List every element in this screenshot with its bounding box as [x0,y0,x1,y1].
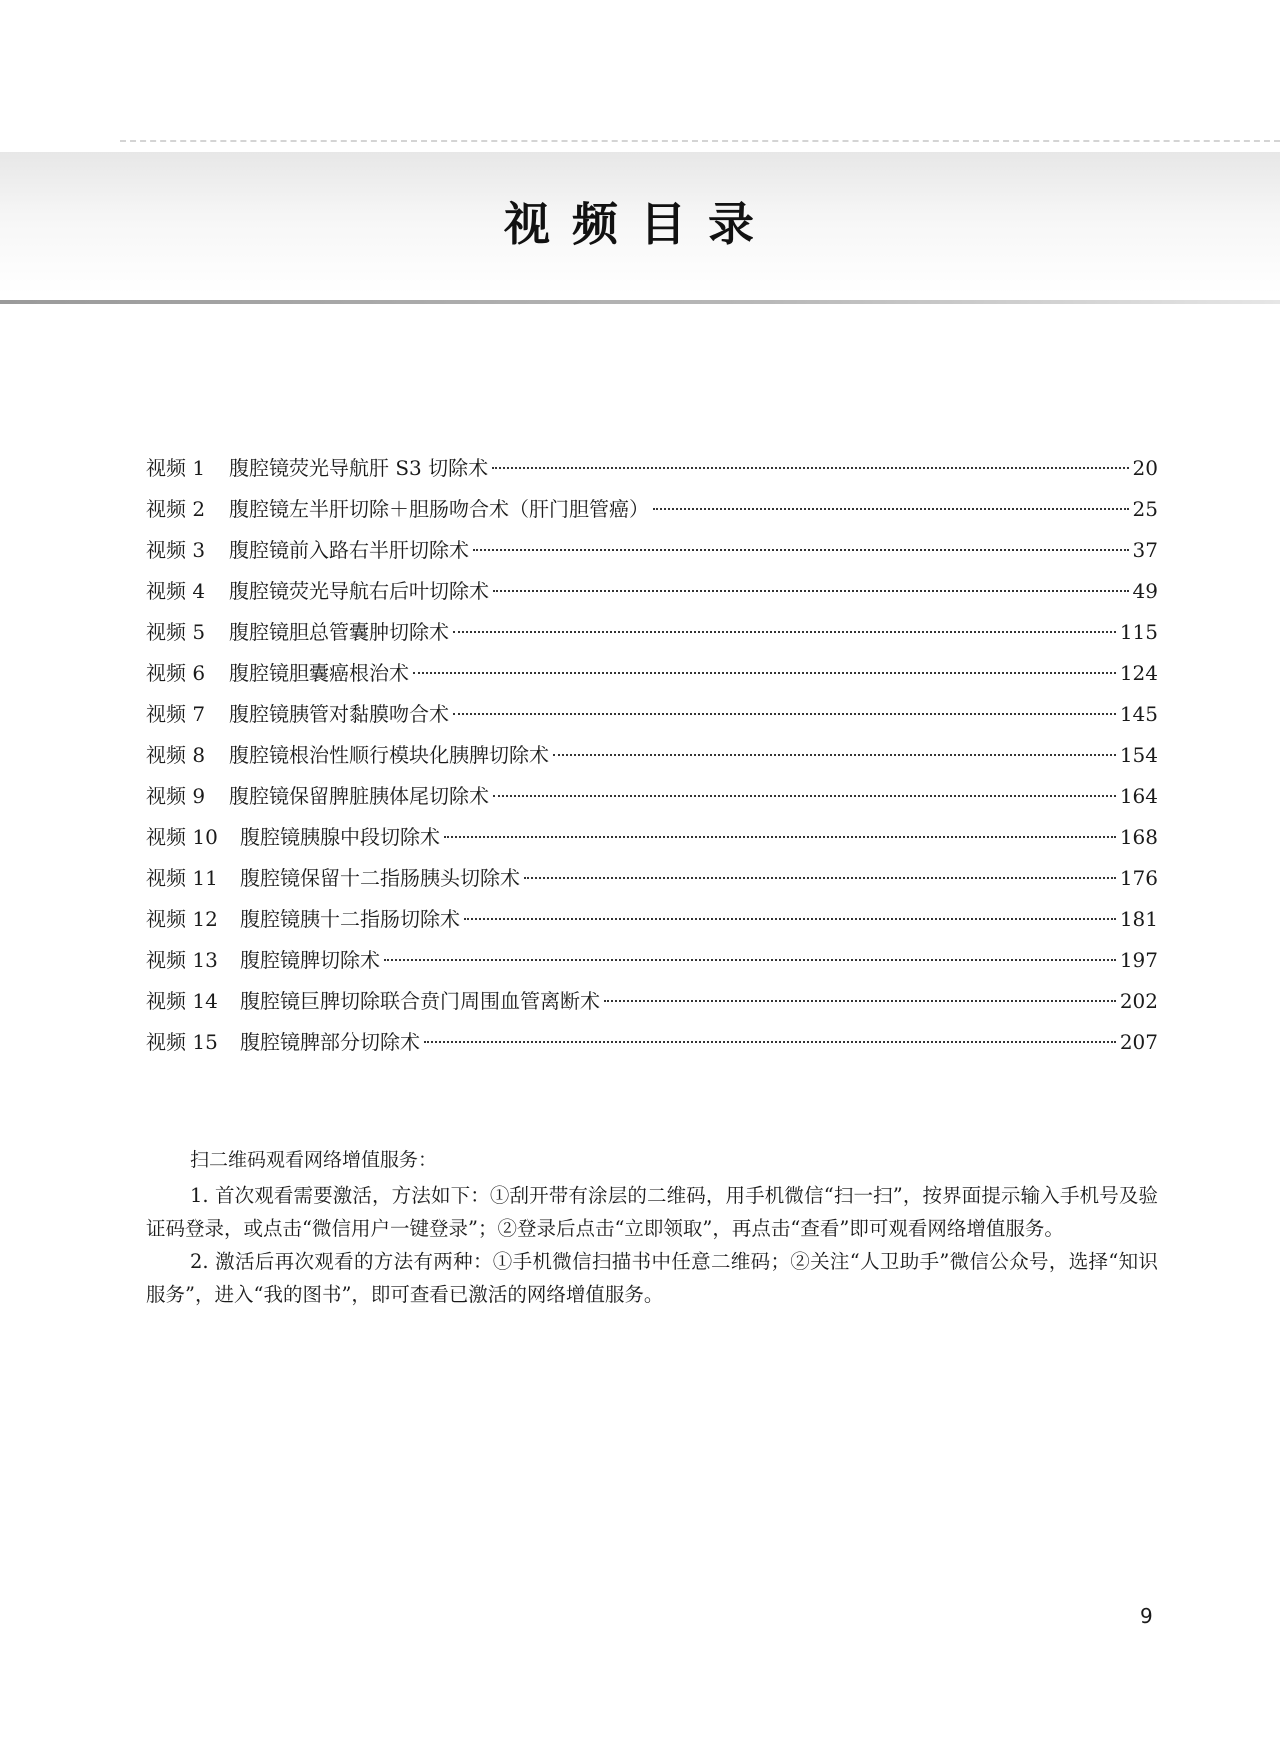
toc-entry-title: 腹腔镜保留十二指肠胰头切除术 [240,866,520,890]
toc-entry [146,489,1158,530]
toc-entry-title: 腹腔镜左半肝切除＋胆肠吻合术（肝门胆管癌） [229,497,649,521]
toc-entry-title: 腹腔镜胆总管囊肿切除术 [229,620,449,644]
toc-entry-number: 视频 2 [146,497,206,521]
toc-entry-page: 154 [1119,743,1158,767]
toc-entry-number: 视频 15 [146,1030,218,1054]
toc-entry-number: 视频 11 [146,866,218,890]
toc-entry-number: 视频 9 [146,784,206,808]
toc-entry-title: 腹腔镜胆囊癌根治术 [229,661,409,685]
toc-leader-dots [444,836,1116,838]
toc-entry-title: 腹腔镜前入路右半肝切除术 [229,538,469,562]
video-toc [146,448,1158,1063]
toc-entry [146,653,1158,694]
toc-entry-number: 视频 14 [146,989,218,1013]
toc-entry-page: 202 [1119,989,1158,1013]
toc-entry [146,448,1158,489]
toc-leader-dots [384,959,1116,961]
toc-entry [146,1022,1158,1063]
toc-leader-dots [413,672,1116,674]
toc-entry-number: 视频 3 [146,538,206,562]
toc-entry-title: 腹腔镜保留脾脏胰体尾切除术 [229,784,489,808]
toc-leader-dots [492,467,1128,469]
toc-entry [146,612,1158,653]
toc-leader-dots [604,1000,1116,1002]
toc-leader-dots [524,877,1116,879]
toc-entry-page: 115 [1119,620,1158,644]
toc-entry-number: 视频 8 [146,743,206,767]
toc-entry [146,530,1158,571]
page-number: 9 [1140,1604,1153,1628]
toc-entry-number: 视频 4 [146,579,206,603]
toc-entry-page: 124 [1119,661,1158,685]
toc-leader-dots [424,1041,1116,1043]
toc-entry-title: 腹腔镜巨脾切除联合贲门周围血管离断术 [240,989,600,1013]
toc-entry-title: 腹腔镜胰腺中段切除术 [240,825,440,849]
toc-leader-dots [653,508,1129,510]
toc-leader-dots [453,713,1116,715]
toc-entry [146,817,1158,858]
toc-entry-page: 168 [1119,825,1158,849]
toc-entry-number: 视频 10 [146,825,218,849]
toc-leader-dots [464,918,1116,920]
toc-entry-number: 视频 6 [146,661,206,685]
toc-entry [146,858,1158,899]
toc-entry-title: 腹腔镜脾切除术 [240,948,380,972]
toc-entry [146,571,1158,612]
top-dashed-rule [120,140,1280,142]
toc-entry [146,981,1158,1022]
toc-entry-page: 49 [1132,579,1158,603]
toc-entry [146,940,1158,981]
toc-entry [146,735,1158,776]
qr-instructions-paragraph-1: 1. 首次观看需要激活，方法如下：①刮开带有涂层的二维码，用手机微信“扫一扫”，按界面提示输入手机号及验证码登录，或点击“微信用户一键登录”；②登录后点击“立即领取”，再点击“查看”即可观看网络增值服务。 [146,1184,1158,1240]
toc-leader-dots [473,549,1129,551]
toc-entry-title: 腹腔镜脾部分切除术 [240,1030,420,1054]
toc-entry-page: 181 [1119,907,1158,931]
toc-entry-title: 腹腔镜胰十二指肠切除术 [240,907,460,931]
toc-entry-page: 207 [1119,1030,1158,1054]
page-title: 视频目录 [504,197,776,251]
qr-instructions [146,1144,1158,1311]
toc-entry [146,694,1158,735]
qr-instructions-heading: 扫二维码观看网络增值服务： [190,1149,438,1171]
toc-entry-page: 176 [1119,866,1158,890]
toc-entry-number: 视频 1 [146,456,206,480]
toc-leader-dots [553,754,1116,756]
toc-entry-title: 腹腔镜胰管对黏膜吻合术 [229,702,449,726]
toc-entry-page: 37 [1132,538,1158,562]
toc-entry [146,776,1158,817]
toc-entry-number: 视频 12 [146,907,218,931]
toc-entry-page: 164 [1119,784,1158,808]
header-rule [0,300,1280,304]
toc-entry-title: 腹腔镜根治性顺行模块化胰脾切除术 [229,743,549,767]
toc-entry-title: 腹腔镜荧光导航右后叶切除术 [229,579,489,603]
toc-entry-page: 25 [1132,497,1158,521]
qr-instructions-paragraph-2: 2. 激活后再次观看的方法有两种：①手机微信扫描书中任意二维码；②关注“人卫助手”微信公众号，选择“知识服务”，进入“我的图书”，即可查看已激活的网络增值服务。 [146,1250,1158,1306]
toc-entry-number: 视频 13 [146,948,218,972]
toc-entry-page: 197 [1119,948,1158,972]
toc-leader-dots [493,795,1116,797]
toc-leader-dots [453,631,1116,633]
toc-leader-dots [493,590,1129,592]
toc-entry [146,899,1158,940]
toc-entry-title: 腹腔镜荧光导航肝 S3 切除术 [229,456,489,480]
toc-entry-number: 视频 7 [146,702,206,726]
toc-entry-page: 145 [1119,702,1158,726]
toc-entry-number: 视频 5 [146,620,206,644]
toc-entry-page: 20 [1132,456,1158,480]
